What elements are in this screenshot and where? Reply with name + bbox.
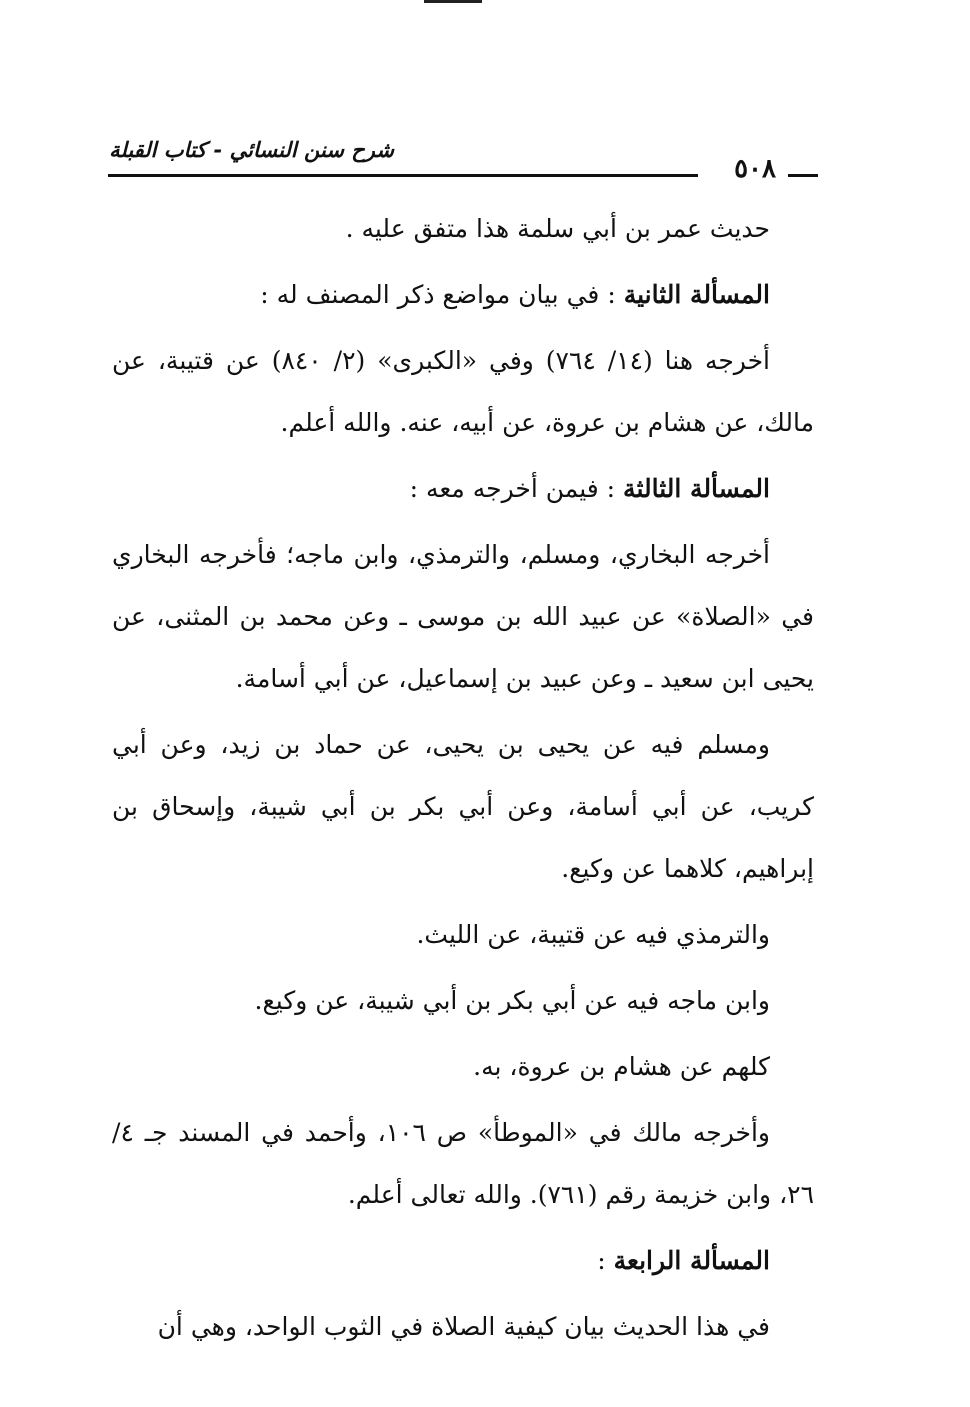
paragraph-malik-ahmad: وأخرجه مالك في «الموطأ» ص ١٠٦، وأحمد في المسند جـ ٤/ ٢٦، وابن خزيمة رقم (٧٦١). والله تعالى أعلم. [112,1118,814,1209]
paragraph-issue-three-heading: المسألة الثالثة : فيمن أخرجه معه : [409,474,770,503]
paragraph-issue-two-heading: المسألة الثانية : في بيان مواضع ذكر المصنف له : [260,280,770,309]
header-rule-short [788,174,818,177]
page-body [112,198,814,1362]
top-edge-mark [424,0,482,3]
page-header [108,132,818,192]
issue-two-label: المسألة الثانية [623,280,770,309]
paragraph-bukhari: أخرجه البخاري، ومسلم، والترمذي، وابن ماجه؛ فأخرجه البخاري في «الصلاة» عن عبيد الله بن موسى ـ وعن محمد بن المثنى، عن يحيى ابن سعيد ـ وعن عبيد بن إسماعيل، عن أبي أسامة. [112,540,814,693]
paragraph-tirmidhi: والترمذي فيه عن قتيبة، عن الليث. [416,920,770,949]
header-rule [108,174,698,177]
page-number: ٥٠٨ [734,154,776,184]
running-title: شرح سنن النسائي - كتاب القبلة [109,138,394,162]
paragraph-single-garment: في هذا الحديث بيان كيفية الصلاة في الثوب الواحد، وهي أن [157,1312,770,1341]
issue-four-label: المسألة الرابعة [613,1246,770,1275]
issue-three-label: المسألة الثالثة [623,474,770,503]
paragraph-hadith-agreed: حديث عمر بن أبي سلمة هذا متفق عليه . [345,214,770,243]
paragraph-issue-four-heading: المسألة الرابعة : [597,1246,770,1275]
paragraph-sources: أخرجه هنا (١٤/ ٧٦٤) وفي «الكبرى» (٢/ ٨٤٠) عن قتيبة، عن مالك، عن هشام بن عروة، عن أبيه، عنه. والله أعلم. [112,346,814,437]
paragraph-all-from-hisham: كلهم عن هشام بن عروة، به. [473,1052,770,1081]
paragraph-muslim: ومسلم فيه عن يحيى بن يحيى، عن حماد بن زيد، وعن أبي كريب، عن أبي أسامة، وعن أبي بكر بن أبي شيبة، وإسحاق بن إبراهيم، كلاهما عن وكيع. [112,730,814,883]
paragraph-ibn-majah: وابن ماجه فيه عن أبي بكر بن أبي شيبة، عن وكيع. [254,986,770,1015]
